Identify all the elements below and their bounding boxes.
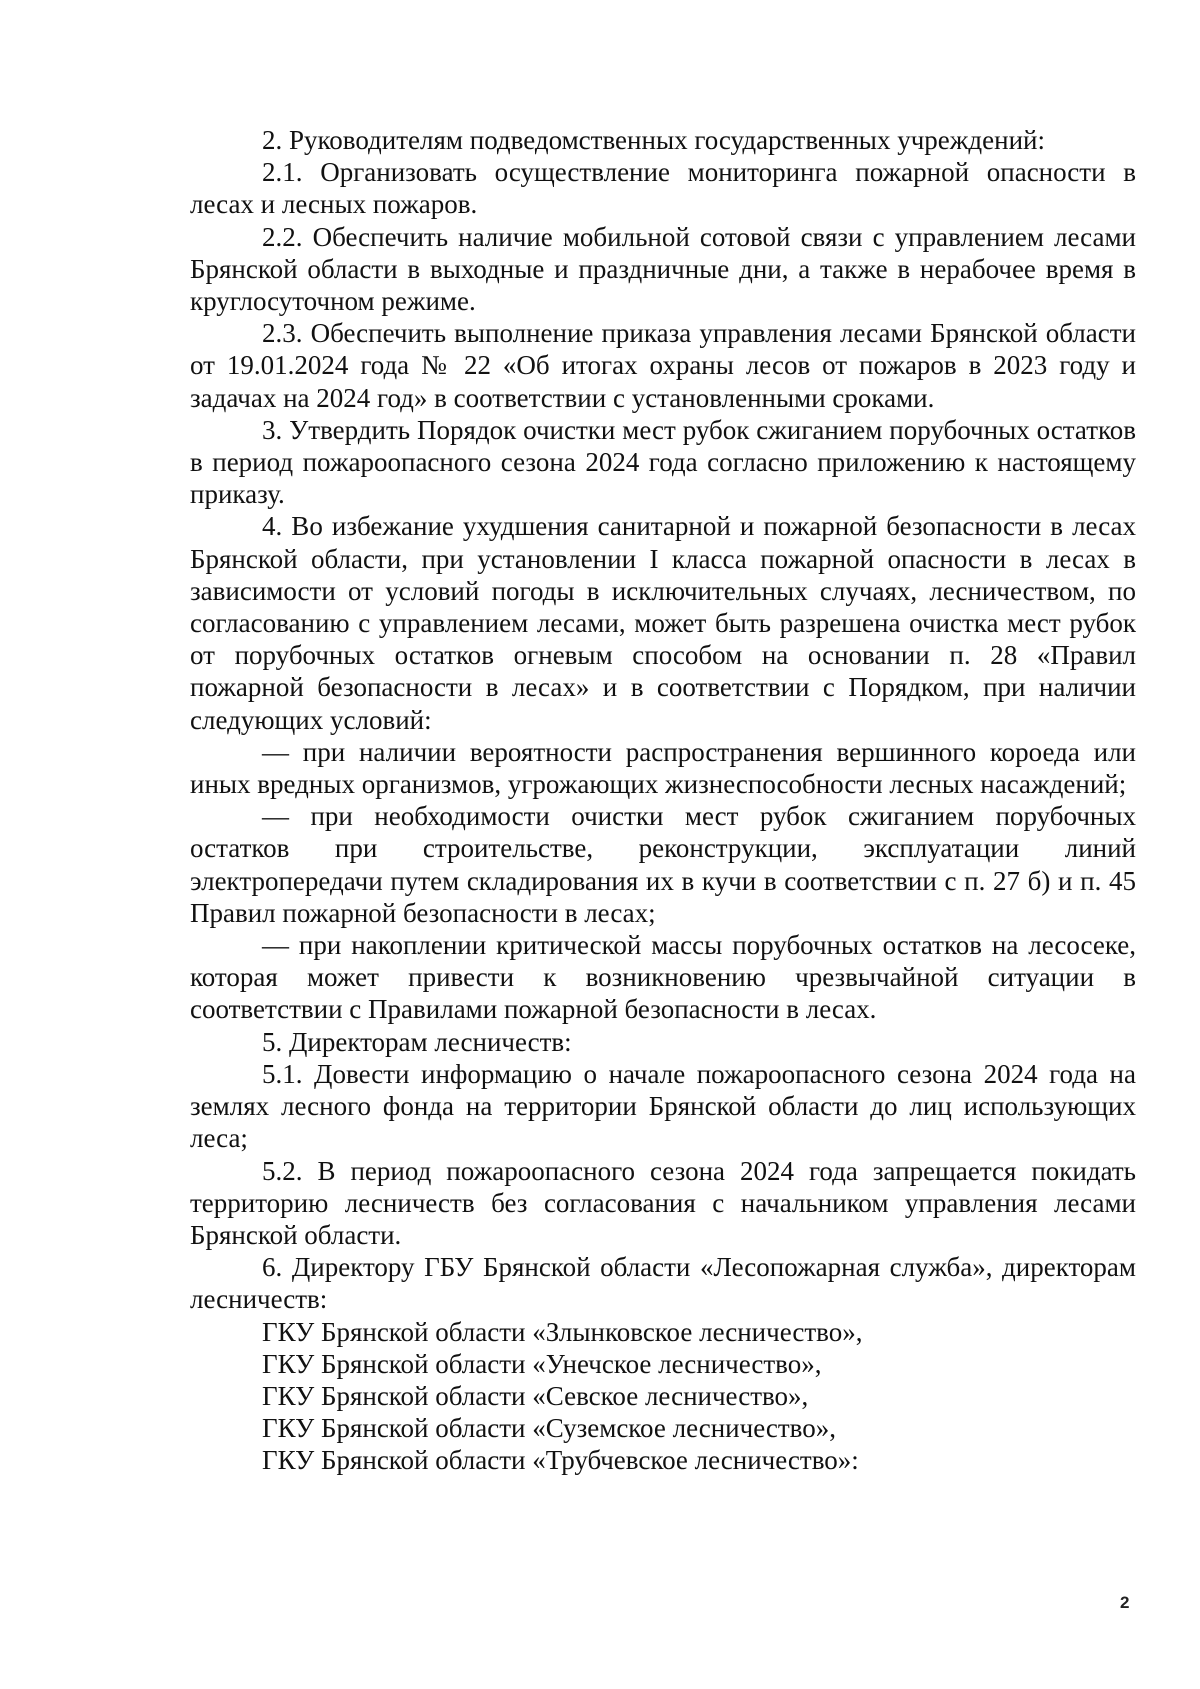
condition-item-1: — при наличии вероятности распространения вершинного короеда или иных вредных организмов, угрожающих жизнеспособности лесных насаждений; [190,736,1136,800]
forestry-item-suzemskoe: ГКУ Брянской области «Суземское лесничество», [262,1413,836,1444]
forestry-item-unechskoe: ГКУ Брянской области «Унечское лесничество», [262,1348,822,1379]
condition-item-3: — при накоплении критической массы порубочных остатков на лесосеке, которая может привести к возникновению чрезвычайной ситуации в соответствии с Правилами пожарной безопасности в лесах. [190,930,1136,1025]
paragraph-5: 5. Директорам лесничеств: [262,1026,572,1057]
paragraph-2-3: 2.3. Обеспечить выполнение приказа управления лесами Брянской области от 19.01.2024 года № 22 «Об итогах охраны лесов от пожаров в 2023 году и задачах на 2024 год» в соответствии с установленными сроками. [190,318,1136,413]
paragraph-5-2: 5.2. В период пожароопасного сезона 2024 года запрещается покидать территорию лесничеств без согласования с начальником управления лесами Брянской области. [190,1155,1136,1250]
paragraph-2-1: 2.1. Организовать осуществление мониторинга пожарной опасности в лесах и лесных пожаров. [190,157,1136,220]
paragraph-3: 3. Утвердить Порядок очистки мест рубок сжиганием порубочных остатков в период пожароопасного сезона 2024 года согласно приложению к настоящему приказу. [190,414,1136,510]
paragraph-2-2: 2.2. Обеспечить наличие мобильной сотовой связи с управлением лесами Брянской области в выходные и праздничные дни, а также в нерабочее время в круглосуточном режиме. [190,221,1136,317]
forestry-item-sevskoe: ГКУ Брянской области «Севское лесничество», [262,1380,809,1411]
document-body [190,124,1136,1477]
page-number: 2 [1120,1593,1130,1612]
paragraph-4: 4. Во избежание ухудшения санитарной и пожарной безопасности в лесах Брянской области, при установлении I класса пожарной опасности в лесах в зависимости от условий погоды в исключительных случаях, лесничеством, по согласованию с управлением лесами, может быть разрешена очистка мест рубок от порубочных остатков огневым способом на основании п. 28 «Правил пожарной безопасности в лесах» и в соответствии с Порядком, при наличии следующих условий: [190,511,1136,735]
forestry-item-trubchevskoe: ГКУ Брянской области «Трубчевское лесничество»: [262,1445,859,1476]
paragraph-2: 2. Руководителям подведомственных государственных учреждений: [262,125,1045,155]
paragraph-6: 6. Директору ГБУ Брянской области «Лесопожарная служба», директорам лесничеств: [190,1252,1136,1315]
forestry-item-zlynkovskoe: ГКУ Брянской области «Злынковское лесничество», [262,1316,863,1347]
condition-item-2: — при необходимости очистки мест рубок сжиганием порубочных остатков при строительстве, реконструкции, эксплуатации линий электропередачи путем складирования их в кучи в соответствии с п. 27 б) и п. 45 Правил пожарной безопасности в лесах; [190,801,1136,928]
paragraph-5-1: 5.1. Довести информацию о начале пожароопасного сезона 2024 года на землях лесного фонда на территории Брянской области до лиц использующих леса; [190,1058,1136,1154]
